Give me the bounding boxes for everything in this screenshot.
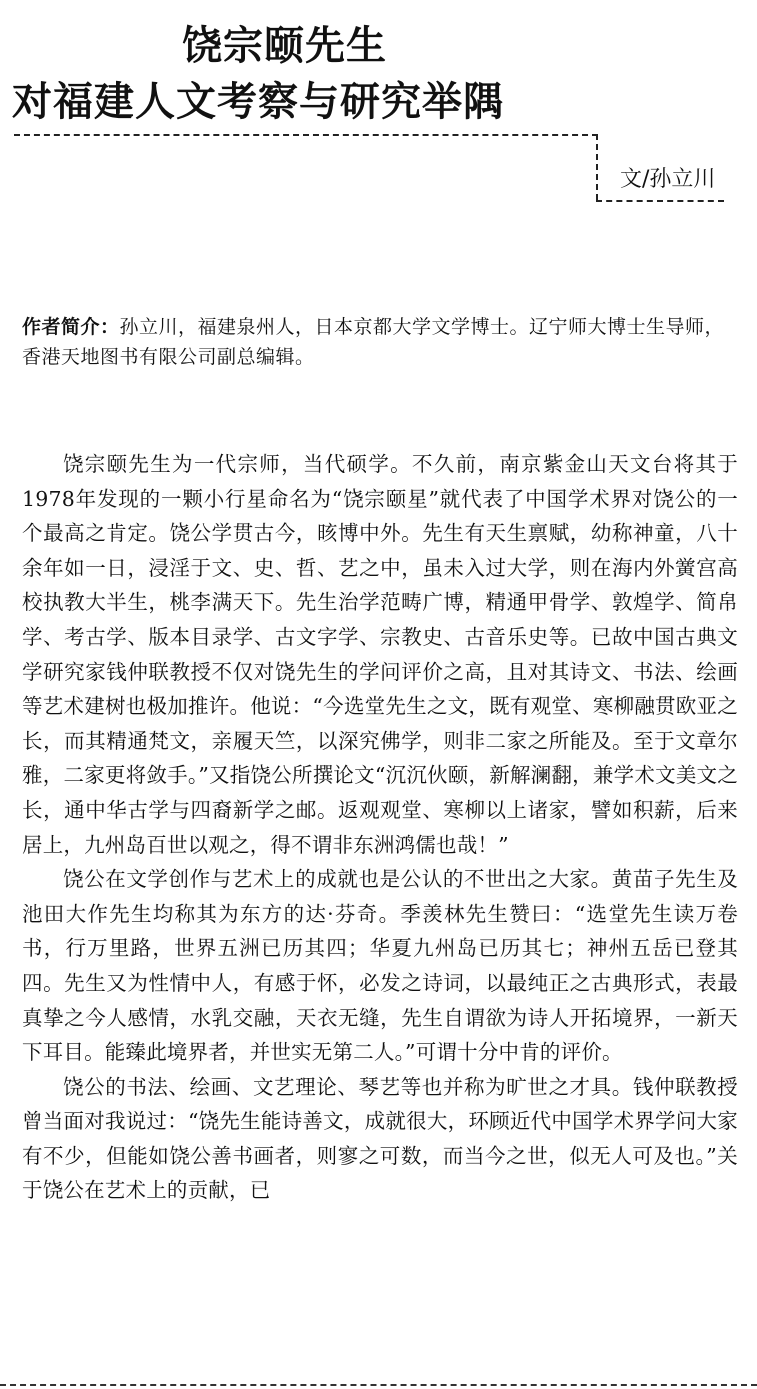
author-introduction	[22, 312, 737, 372]
article-body	[22, 447, 738, 1208]
page-bottom-dashed-rule	[0, 1384, 757, 1386]
article-title-line-2: 对福建人文考察与研究举隅	[12, 79, 504, 125]
byline-dashed-border-bottom	[596, 200, 724, 202]
title-dashed-rule	[14, 134, 598, 136]
body-paragraph-1: 饶宗颐先生为一代宗师，当代硕学。不久前，南京紫金山天文台将其于1978年发现的一颗小行星命名为“饶宗颐星”就代表了中国学术界对饶公的一个最高之肯定。饶公学贯古今，晐博中外。先生有天生禀赋，幼称神童，八十余年如一日，浸淫于文、史、哲、艺之中，虽未入过大学，则在海内外黉宫高校执教大半生，桃李满天下。先生治学范畴广博，精通甲骨学、敦煌学、简帛学、考古学、版本目录学、古文字学、宗教史、古音乐史等。已故中国古典文学研究家钱仲联教授不仅对饶先生的学问评价之高，且对其诗文、书法、绘画等艺术建树也极加推许。他说：“今选堂先生之文，既有观堂、寒柳融贯欧亚之长，而其精通梵文，亲履天竺，以深究佛学，则非二家之所能及。至于文章尔雅，二家更将敛手。”又指饶公所撰论文“沉沉伙颐，新解澜翻，兼学术文美文之长，通中华古学与四裔新学之邮。返观观堂、寒柳以上诸家，譬如积薪，后来居上，九州岛百世以观之，得不谓非东洲鸿儒也哉！”	[22, 452, 738, 857]
author-introduction-label: 作者简介：	[22, 316, 120, 338]
byline-dashed-border-left	[596, 134, 598, 200]
author-byline: 文/孙立川	[620, 167, 716, 192]
article-header	[0, 0, 757, 210]
article-title-line-1: 饶宗颐先生	[182, 23, 387, 69]
body-paragraph-3: 饶公的书法、绘画、文艺理论、琴艺等也并称为旷世之才具。钱仲联教授曾当面对我说过：“饶先生能诗善文，成就很大，环顾近代中国学术界学问大家有不少，但能如饶公善书画者，则寥之可数，而当今之世，似无人可及也。”关于饶公在艺术上的贡献，已	[22, 1074, 738, 1203]
body-paragraph-2: 饶公在文学创作与艺术上的成就也是公认的不世出之大家。黄苗子先生及池田大作先生均称其为东方的达·芬奇。季羡林先生赞曰：“选堂先生读万卷书，行万里路，世界五洲已历其四；华夏九州岛已历其七；神州五岳已登其四。先生又为性情中人，有感于怀，必发之诗词，以最纯正之古典形式，表最真挚之今人感情，水乳交融，天衣无缝，先生自谓欲为诗人开拓境界，一新天下耳目。能臻此境界者，并世实无第二人。”可谓十分中肯的评价。	[22, 867, 738, 1065]
author-introduction-text: 孙立川，福建泉州人，日本京都大学文学博士。辽宁师大博士生导师，香港天地图书有限公司副总编辑。	[22, 316, 725, 368]
